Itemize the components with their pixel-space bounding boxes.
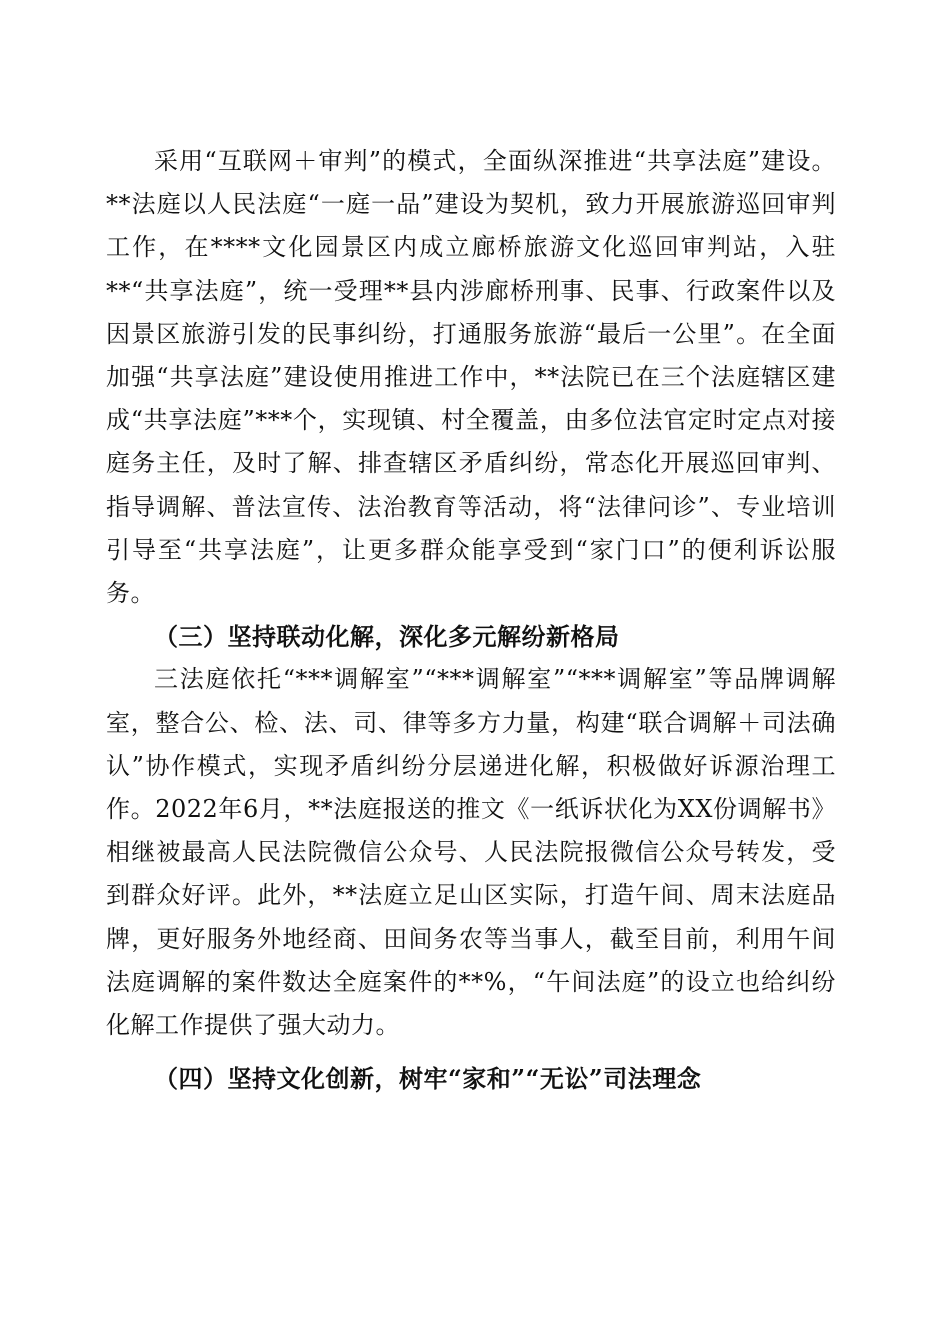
body-paragraph: 三法庭依托“***调解室”“***调解室”“***调解室”等品牌调解室，整合公、检、法、司、律等多方力量，构建“联合调解＋司法确认”协作模式，实现矛盾纠纷分层递进化解，积极做好诉源治理工作。2022年6月，**法庭报送的推文《一纸诉状化为XX份调解书》相继被最高人民法院微信公众号、人民法院报微信公众号转发，受到群众好评。此外，**法庭立足山区实际，打造午间、周末法庭品牌，更好服务外地经商、田间务农等当事人，截至目前，利用午间法庭调解的案件数达全庭案件的**%，“午间法庭”的设立也给纠纷化解工作提供了强大动力。 <box>106 665 836 1040</box>
body-paragraph: 采用“互联网＋审判”的模式，全面纵深推进“共享法庭”建设。**法庭以人民法庭“一庭一品”建设为契机，致力开展旅游巡回审判工作，在****文化园景区内成立廊桥旅游文化巡回审判站，入驻**“共享法庭”，统一受理**县内涉廊桥刑事、民事、行政案件以及因景区旅游引发的民事纠纷，打通服务旅游“最后一公里”。在全面加强“共享法庭”建设使用推进工作中，**法院已在三个法庭辖区建成“共享法庭”***个，实现镇、村全覆盖，由多位法官定时定点对接庭务主任，及时了解、排查辖区矛盾纠纷，常态化开展巡回审判、指导调解、普法宣传、法治教育等活动，将“法律问诊”、专业培训引导至“共享法庭”，让更多群众能享受到“家门口”的便利诉讼服务。 <box>106 147 836 608</box>
document-body <box>106 140 836 1100</box>
section-heading: （三）坚持联动化解，深化多元解纷新格局 <box>154 622 620 652</box>
section-heading: （四）坚持文化创新，树牢“家和”“无讼”司法理念 <box>154 1064 702 1094</box>
